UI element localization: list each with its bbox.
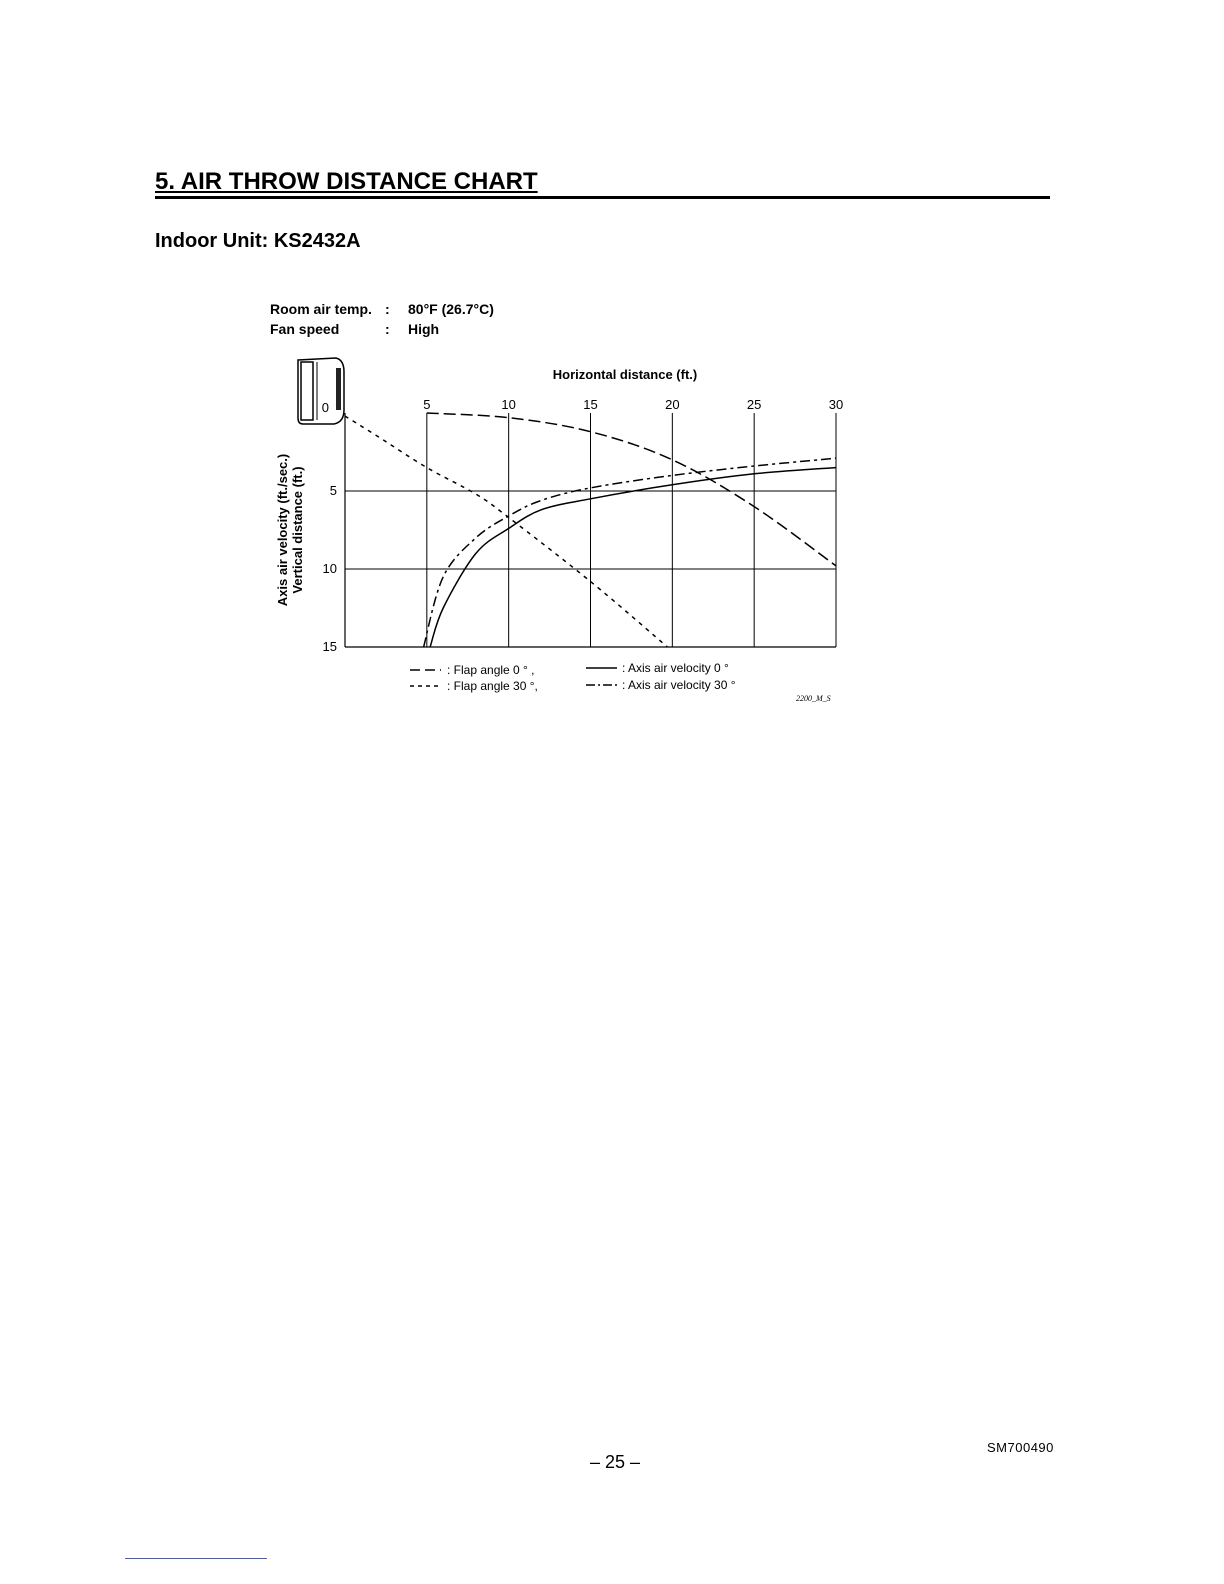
y-axis-title-velocity: Axis air velocity (ft./sec.) xyxy=(275,453,290,607)
y-axis-title-vertical: Vertical distance (ft.) xyxy=(290,466,305,594)
origin-tick-label: 0 xyxy=(321,400,329,415)
x-tick-label: 10 xyxy=(501,397,516,412)
x-tick-label: 30 xyxy=(828,397,844,412)
condition-label-fan-speed: Fan speed xyxy=(270,321,340,337)
unit-title: Indoor Unit: KS2432A xyxy=(155,230,361,252)
condition-colon: : xyxy=(385,301,390,317)
y-tick-label: 15 xyxy=(322,639,337,654)
footer-rule xyxy=(125,1558,267,1559)
x-tick-label: 25 xyxy=(746,397,762,412)
y-tick-label: 5 xyxy=(329,483,337,498)
x-axis-title: Horizontal distance (ft.) xyxy=(552,367,698,382)
condition-colon: : xyxy=(385,321,390,337)
section-title: 5. AIR THROW DISTANCE CHART xyxy=(155,168,538,195)
document-code: SM700490 xyxy=(987,1440,1054,1455)
x-tick-label: 20 xyxy=(665,397,680,412)
condition-label-room-temp: Room air temp. xyxy=(270,301,372,317)
figure-code: 2200_M_S xyxy=(796,694,831,703)
legend-label-velocity-0: : Axis air velocity 0 ° xyxy=(622,661,729,675)
legend-label-flap-0: : Flap angle 0 ° , xyxy=(447,663,535,677)
x-tick-label: 15 xyxy=(583,397,598,412)
series-flap-angle-0 xyxy=(427,413,836,566)
series-flap-angle-30 xyxy=(345,416,667,647)
series-axis-velocity-0 xyxy=(430,468,836,647)
condition-value-room-temp: 80°F (26.7°C) xyxy=(408,301,494,317)
series-axis-velocity-30 xyxy=(424,458,836,647)
page-number: – 25 – xyxy=(590,1452,641,1472)
air-throw-chart xyxy=(0,0,1224,760)
x-tick-label: 5 xyxy=(423,397,431,412)
legend-label-flap-30: : Flap angle 30 °, xyxy=(447,679,538,693)
chart-ticks xyxy=(323,397,844,654)
legend-label-velocity-30: : Axis air velocity 30 ° xyxy=(622,678,736,692)
chart-legend xyxy=(410,661,736,693)
condition-value-fan-speed: High xyxy=(408,321,440,337)
y-tick-label: 10 xyxy=(322,561,337,576)
chart-grid xyxy=(345,413,836,647)
